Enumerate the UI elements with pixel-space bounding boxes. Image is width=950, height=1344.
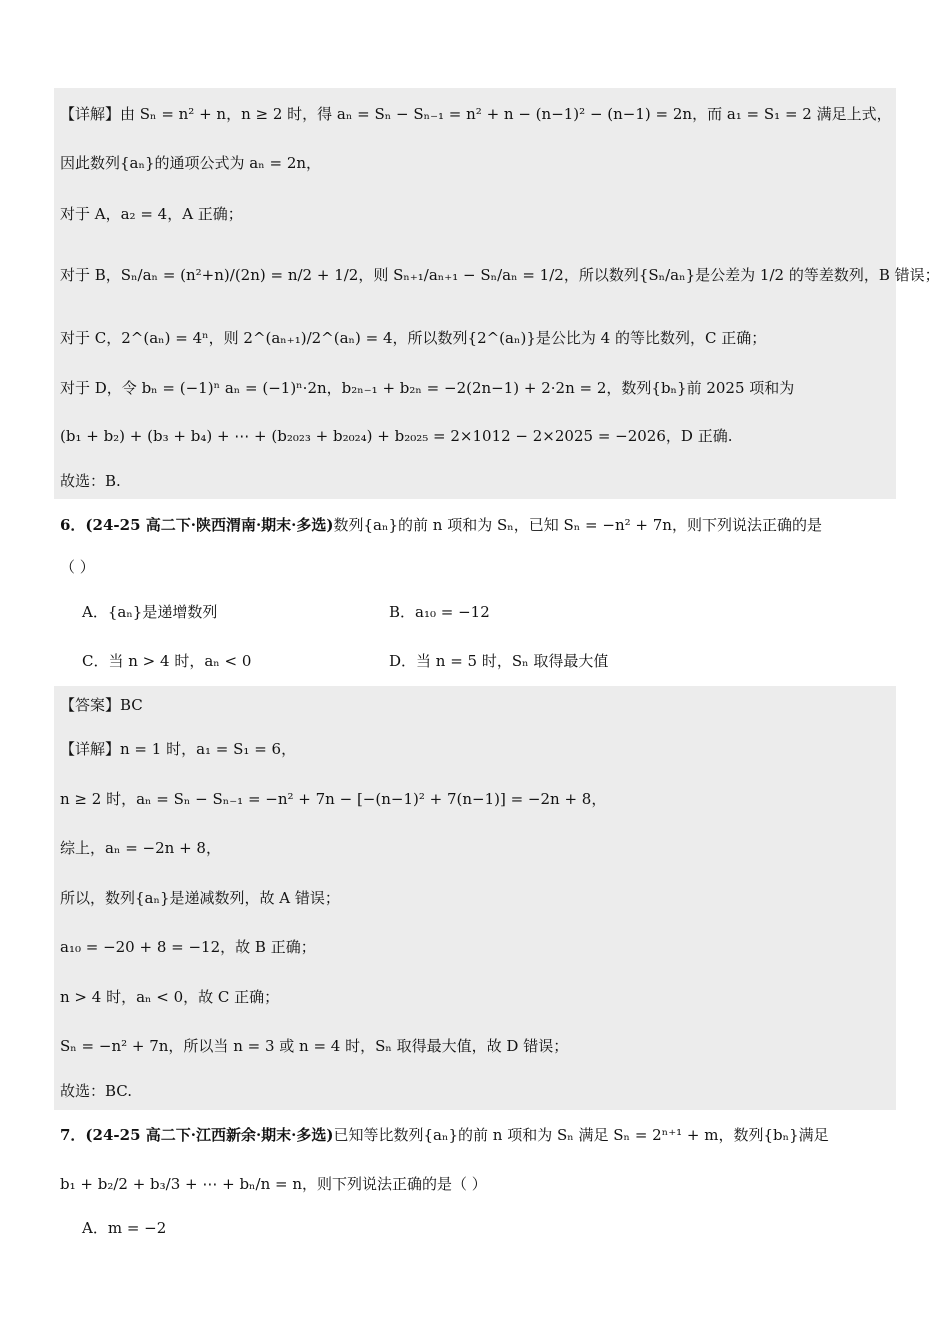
- sol6-line-5: a₁₀ = −20 + 8 = −12，故 B 正确；: [60, 938, 316, 956]
- sol5-line-3: 对于 A，a₂ = 4，A 正确；: [60, 205, 243, 223]
- sol6-answer: 【答案】BC: [60, 696, 143, 714]
- sol5-line-8: 故选：B.: [60, 472, 121, 490]
- question-7-source: 7．(24-25 高二下·江西新余·期末·多选): [60, 1126, 334, 1144]
- sol6-line-8: 故选：BC.: [60, 1082, 133, 1100]
- q6-option-c: C．当 n > 4 时，aₙ < 0: [82, 652, 252, 670]
- q7-option-a: A．m = −2: [82, 1219, 167, 1237]
- question-6-paren: （ ）: [60, 558, 95, 576]
- q6-option-d: D．当 n = 5 时，Sₙ 取得最大值: [389, 652, 609, 670]
- question-6-text: 数列{aₙ}的前 n 项和为 Sₙ，已知 Sₙ = −n² + 7n，则下列说法正确的是: [333, 516, 822, 534]
- sol6-line-1: 【详解】n = 1 时，a₁ = S₁ = 6，: [60, 740, 297, 758]
- question-7-text: 已知等比数列{aₙ}的前 n 项和为 Sₙ 满足 Sₙ = 2ⁿ⁺¹ + m，数列{bₙ}满足: [333, 1126, 829, 1144]
- sol6-line-2: n ≥ 2 时，aₙ = Sₙ − Sₙ₋₁ = −n² + 7n − [−(n−1)² + 7(n−1)] = −2n + 8，: [60, 790, 607, 808]
- sol5-line-7: (b₁ + b₂) + (b₃ + b₄) + ⋯ + (b₂₀₂₃ + b₂₀₂₄) + b₂₀₂₅ = 2×1012 − 2×2025 = −2026，D 正确.: [60, 427, 733, 445]
- sol5-b-equation: Sₙ/aₙ = (n²+n)/(2n) = n/2 + 1/2，则 Sₙ₊₁/aₙ₊₁ − Sₙ/aₙ = 1/2: [120, 266, 564, 284]
- sol6-line-3: 综上，aₙ = −2n + 8，: [60, 839, 221, 857]
- question-7: [60, 1124, 829, 1146]
- q6-option-a: A．{aₙ}是递增数列: [82, 603, 218, 621]
- q6-option-b: B．a₁₀ = −12: [389, 603, 490, 621]
- sol5-line-6: 对于 D，令 bₙ = (−1)ⁿ aₙ = (−1)ⁿ·2n，b₂ₙ₋₁ + b₂ₙ = −2(2n−1) + 2·2n = 2，数列{bₙ}前 2025 项和为: [60, 379, 795, 397]
- sol6-line-6: n > 4 时，aₙ < 0，故 C 正确；: [60, 988, 280, 1006]
- sol5-line-1: 【详解】由 Sₙ = n² + n，n ≥ 2 时，得 aₙ = Sₙ − Sₙ₋₁ = n² + n − (n−1)² − (n−1) = 2n，而 a₁ = S₁ = 2 满足上式，: [60, 105, 892, 123]
- sol5-line-4: 对于 B，Sₙ/aₙ = (n²+n)/(2n) = n/2 + 1/2，则 Sₙ₊₁/aₙ₊₁ − Sₙ/aₙ = 1/2，所以数列{Sₙ/aₙ}是公差为 1/2 的等差数列，B 错误；: [60, 266, 940, 284]
- question-6: [60, 514, 822, 536]
- sol5-line-2: 因此数列{aₙ}的通项公式为 aₙ = 2n，: [60, 154, 322, 172]
- sol6-line-4: 所以，数列{aₙ}是递减数列，故 A 错误；: [60, 889, 340, 907]
- question-6-source: 6．(24-25 高二下·陕西渭南·期末·多选): [60, 516, 334, 534]
- sol5-line-5: 对于 C，2^(aₙ) = 4ⁿ，则 2^(aₙ₊₁)/2^(aₙ) = 4，所以数列{2^(aₙ)}是公比为 4 的等比数列，C 正确；: [60, 329, 767, 347]
- sol6-line-7: Sₙ = −n² + 7n，所以当 n = 3 或 n = 4 时，Sₙ 取得最大值，故 D 错误；: [60, 1037, 569, 1055]
- question-7-line-2: b₁ + b₂/2 + b₃/3 + ⋯ + bₙ/n = n，则下列说法正确的是（ ）: [60, 1175, 487, 1193]
